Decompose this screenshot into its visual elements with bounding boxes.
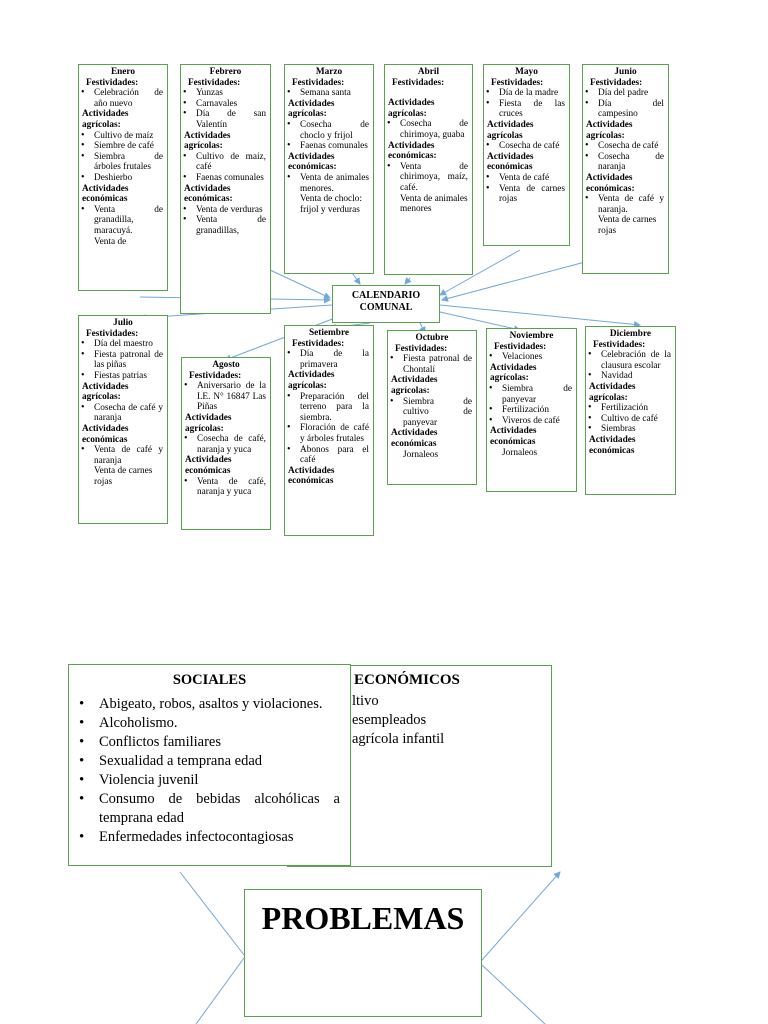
list-item: • Deshierbo [83, 173, 163, 184]
activity-list [587, 141, 664, 173]
economic-title: ECONÓMICOS [354, 672, 460, 688]
section-heading: Actividades económicas [82, 183, 129, 205]
section-heading: Actividades agrícolas: [288, 98, 335, 120]
month-title: Setiembre [308, 328, 350, 338]
activity-list [488, 88, 565, 120]
spacer [389, 88, 468, 98]
month-box-octubre [387, 330, 477, 485]
month-box-enero [78, 64, 168, 291]
plain-line: Venta de animales menores [400, 193, 468, 215]
activity-list [392, 354, 472, 375]
section-heading: Actividades agrícolas: [391, 375, 438, 396]
section-heading: Actividades económicas: [388, 140, 437, 162]
list-item: • Día de la madre [488, 88, 565, 99]
list-item: • Fertilización [590, 403, 671, 414]
activity-list [83, 403, 163, 424]
section-heading: Actividades agrícolas: [185, 412, 232, 434]
list-item: • Faenas comunales [289, 141, 369, 152]
economic-line: esempleados [352, 712, 427, 728]
list-item: • Venta de verduras [185, 205, 266, 216]
list-item: • Cosecha de choclo y frijol [289, 120, 369, 141]
list-item: • Fiesta de las cruces [488, 99, 565, 120]
arrow-social [180, 872, 244, 955]
festividades-label: Festividades: [392, 77, 445, 88]
month-title: Junio [614, 67, 637, 77]
list-item: • Abigeato, robos, asaltos y violaciones. [79, 695, 340, 714]
list-item: • Venta de café y naranja [83, 445, 163, 466]
activity-list [83, 339, 163, 381]
list-item: • Abonos para el café [289, 445, 369, 466]
arrow-diciembre [440, 305, 640, 325]
center-label-line-2: COMUNAL [359, 302, 413, 313]
plain-line: Jornaleos [502, 447, 538, 458]
festividades-label: Festividades: [188, 77, 241, 88]
social-title: SOCIALES [172, 672, 247, 688]
list-item: • Enfermedades infectocontagiosas [79, 828, 340, 847]
activity-list [491, 352, 572, 363]
list-item: • Aniversario de la I.E. N° 16847 Las Piñas [186, 381, 266, 413]
section-heading: Actividades económicas [490, 426, 537, 447]
list-item: • Preparación del terreno para la siembra. [289, 392, 369, 424]
list-item: • Venta de café, naranja y yuca [186, 477, 266, 498]
section-heading: Actividades agrícolas: [288, 370, 335, 391]
list-item: • Venta de granadilla, maracuyá. [83, 205, 163, 237]
festividades-label: Festividades: [590, 77, 643, 88]
activity-list [83, 445, 163, 466]
list-item: • Venta de chirimoya, maíz, café. [389, 162, 468, 194]
list-item: • Celebración de la clausura escolar [590, 350, 671, 371]
activity-list [185, 152, 266, 184]
section-heading: Actividades agrícolas: [490, 362, 537, 384]
list-item: • Cosecha de naranja [587, 152, 664, 173]
month-title: Octubre [415, 333, 449, 343]
problemas-node [244, 889, 482, 1017]
section-heading: Actividades económicas [82, 423, 129, 445]
activity-list [289, 120, 369, 152]
list-item: • Fiestas patrias [83, 371, 163, 382]
arrow-bottom-left [196, 958, 244, 1024]
list-item: • Cosecha de café, naranja y yuca [186, 434, 266, 455]
month-title: Marzo [315, 67, 343, 77]
month-box-febrero [180, 64, 271, 314]
plain-line: Jornaleos [403, 449, 439, 460]
section-heading: Actividades económicas [391, 428, 438, 449]
activity-list [83, 131, 163, 184]
activity-list [389, 162, 468, 194]
economic-line: agrícola infantil [352, 731, 445, 747]
section-heading: Actividades agrícolas: [589, 381, 636, 403]
center-label-line-1: CALENDARIO [351, 290, 421, 301]
month-title: Diciembre [609, 329, 652, 339]
arrow-abril [405, 278, 410, 284]
list-item: • Fertilización [491, 405, 572, 416]
list-item: • Día de la primavera [289, 349, 369, 370]
list-item: • Venta de carnes rojas [488, 184, 565, 205]
list-item: • Viveros de café [491, 416, 572, 427]
activity-list [488, 173, 565, 205]
list-item: • Faenas comunales [185, 173, 266, 184]
festividades-label: Festividades: [189, 370, 242, 381]
list-item: • Celebración de año nuevo [83, 88, 163, 109]
social-problem-list [79, 695, 340, 847]
list-item: • Sexualidad a temprana edad [79, 752, 340, 771]
month-box-agosto [181, 357, 271, 530]
section-heading: Actividades económicas [589, 434, 636, 456]
month-box-junio [582, 64, 669, 274]
list-item: • Semana santa [289, 88, 369, 99]
list-item: • Día del maestro [83, 339, 163, 350]
activity-list [289, 88, 369, 99]
section-heading: Actividades económicas [288, 465, 335, 487]
month-box-noviembre [486, 328, 577, 492]
economic-line: ltivo [352, 693, 379, 709]
list-item: • Siembre de café [83, 141, 163, 152]
activity-list [186, 381, 266, 413]
month-title: Mayo [515, 67, 538, 77]
plain-line: Venta de choclo: frijol y verduras [300, 194, 362, 215]
list-item: • Floración de café y árboles frutales [289, 423, 369, 444]
section-heading: Actividades económicas: [184, 183, 233, 205]
arrow-bottom-right [482, 965, 545, 1024]
activity-list [289, 349, 369, 370]
month-box-setiembre [284, 325, 374, 536]
list-item: • Conflictos familiares [79, 733, 340, 752]
month-title: Enero [110, 67, 136, 77]
list-item: • Cultivo de maíz, café [185, 152, 266, 173]
list-item: • Día del campesino [587, 99, 664, 120]
calendario-comunal-node [332, 285, 440, 323]
activity-list [392, 397, 472, 429]
activity-list [389, 119, 468, 140]
section-heading: Actividades agrícolas: [586, 119, 633, 141]
section-heading: Actividades agrícolas: [184, 130, 231, 152]
month-box-julio [78, 315, 168, 524]
activity-list [186, 477, 266, 498]
month-title: Julio [113, 318, 133, 328]
list-item: • Violencia juvenil [79, 771, 340, 790]
list-item: • Cultivo de maíz [83, 131, 163, 142]
list-item: • Venta de animales menores. [289, 173, 369, 194]
month-title: Febrero [209, 67, 242, 77]
list-item: • Yunzas [185, 88, 266, 99]
list-item: • Siembras [590, 424, 671, 435]
list-item: • Consumo de bebidas alcohólicas a temprana edad [79, 790, 340, 828]
activity-list [289, 173, 369, 194]
activity-list [587, 194, 664, 215]
list-item: • Siembra de árboles frutales [83, 152, 163, 173]
activity-list [488, 141, 565, 152]
list-item: • Venta de café y naranja. [587, 194, 664, 215]
list-item: • Siembra de panyevar [491, 384, 572, 405]
arrow-febrero [270, 270, 330, 298]
activity-list [83, 88, 163, 109]
activity-list [185, 205, 266, 237]
list-item: • Navidad [590, 371, 671, 382]
list-item: • Carnavales [185, 99, 266, 110]
list-item: • Día del padre [587, 88, 664, 99]
list-item: • Venta de granadillas, [185, 215, 266, 236]
section-heading: Actividades económicas: [288, 151, 337, 173]
month-title: Noviembre [509, 331, 554, 341]
section-heading: Actividades agrícolas: [388, 98, 435, 119]
list-item: • Cultivo de café [590, 414, 671, 425]
activity-list [491, 384, 572, 426]
list-item: • Cosecha de café [587, 141, 664, 152]
festividades-label: Festividades: [292, 338, 345, 349]
activity-list [587, 88, 664, 120]
activity-list [590, 350, 671, 382]
activity-list [590, 403, 671, 435]
section-heading: Actividades agrícolas: [82, 381, 129, 403]
festividades-label: Festividades: [494, 341, 547, 352]
list-item: • Velaciones [491, 352, 572, 363]
social-problems-box [68, 664, 351, 866]
month-title: Abril [417, 67, 440, 77]
list-item: • Fiesta patronal de Chontalí [392, 354, 472, 375]
festividades-label: Festividades: [395, 343, 448, 354]
list-item: • Cosecha de café [488, 141, 565, 152]
section-heading: Actividades agrícolas [487, 119, 534, 141]
festividades-label: Festividades: [491, 77, 544, 88]
activity-list [185, 88, 266, 130]
list-item: • Fiesta patronal de las piñas [83, 350, 163, 371]
section-heading: Actividades económicas: [586, 172, 635, 194]
month-box-abril [384, 64, 473, 275]
arrow-economic [482, 872, 560, 960]
section-heading: Actividades económicas [487, 151, 534, 173]
list-item: • Alcoholismo. [79, 714, 340, 733]
list-item: • Siembra de cultivo de panyevar [392, 397, 472, 429]
activity-list [186, 434, 266, 455]
section-heading: Actividades agrícolas: [82, 109, 129, 130]
list-item: • Cosecha de chirimoya, guaba [389, 119, 468, 140]
month-title: Agosto [212, 360, 240, 370]
month-box-mayo [483, 64, 570, 246]
problemas-title: PROBLEMAS [261, 900, 465, 936]
plain-line: Venta de carnes rojas [94, 466, 153, 487]
section-heading: Actividades económicas [185, 455, 232, 476]
festividades-label: Festividades: [593, 339, 646, 350]
month-box-diciembre [585, 326, 676, 495]
activity-list [289, 392, 369, 466]
list-item: • Día de san Valentín [185, 109, 266, 130]
festividades-label: Festividades: [86, 77, 139, 88]
list-item: • Venta de café [488, 173, 565, 184]
festividades-label: Festividades: [86, 328, 139, 339]
festividades-label: Festividades: [292, 77, 345, 88]
list-item: • Cosecha de café y naranja [83, 403, 163, 424]
plain-line: Venta de carnes rojas [598, 215, 657, 236]
plain-line: Venta de [94, 236, 127, 247]
activity-list [83, 205, 163, 237]
month-box-marzo [284, 64, 374, 274]
